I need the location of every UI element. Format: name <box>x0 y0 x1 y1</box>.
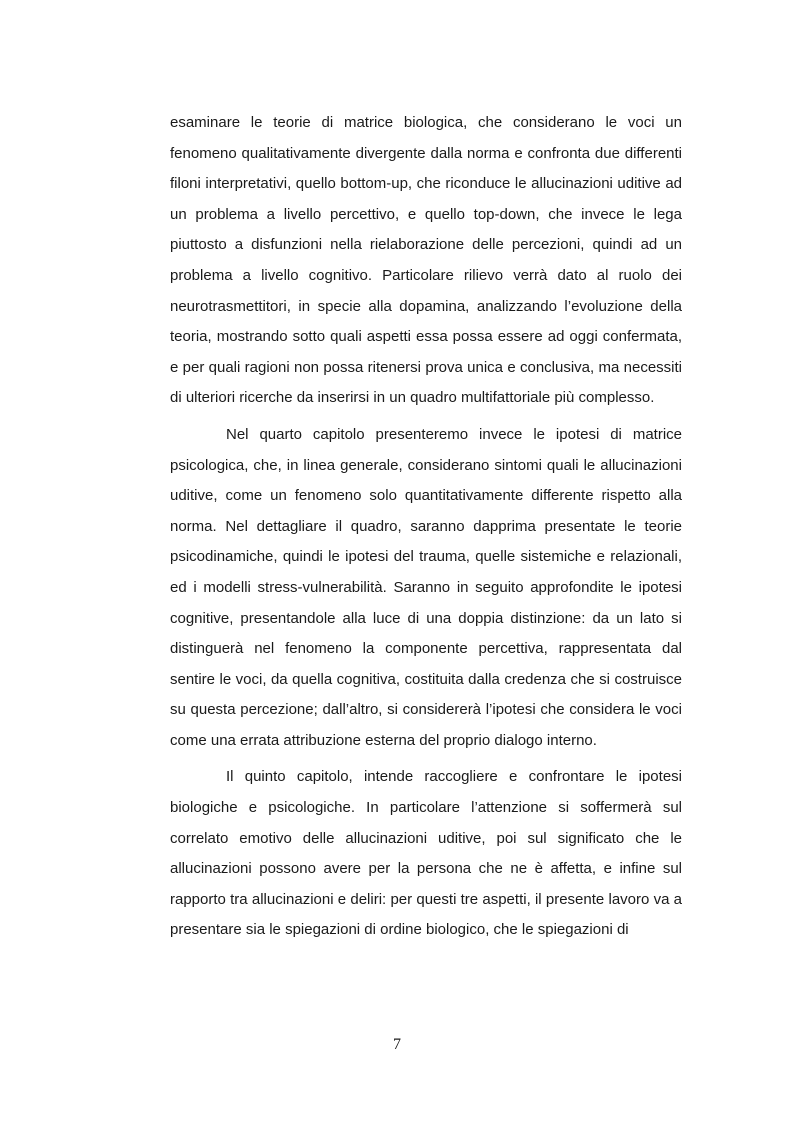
paragraph-continued: esaminare le teorie di matrice biologica, che considerano le voci un fenomeno qualitativamente divergente dalla norma e confronta due differenti filoni interpretativi, quello bottom-up, che riconduce le allucinazioni uditive ad un problema a livello percettivo, e quello top-down, che invece le lega piuttosto a disfunzioni nella rielaborazione delle percezioni, quindi ad un problema a livello cognitivo. Particolare rilievo verrà dato al ruolo dei neurotrasmettitori, in specie alla dopamina, analizzando l’evoluzione della teoria, mostrando sotto quali aspetti essa possa essere ad oggi confermata, e per quali ragioni non possa ritenersi prova unica e conclusiva, ma necessiti di ulteriori ricerche da inserirsi in un quadro multifattoriale più complesso. <box>170 114 682 407</box>
body-text <box>170 108 682 952</box>
page-number: 7 <box>393 1036 401 1053</box>
paragraph-quinto-capitolo: Il quinto capitolo, intende raccogliere e confrontare le ipotesi biologiche e psicologiche. In particolare l’attenzione si soffermerà sul correlato emotivo delle allucinazioni uditive, poi sul significato che le allucinazioni possono avere per la persona che ne è affetta, e infine sul rapporto tra allucinazioni e deliri: per questi tre aspetti, il presente lavoro va a presentare sia le spiegazioni di ordine biologico, che le spiegazioni di <box>170 768 682 939</box>
paragraph-quarto-capitolo: Nel quarto capitolo presenteremo invece le ipotesi di matrice psicologica, che, in linea generale, considerano sintomi quali le allucinazioni uditive, come un fenomeno solo quantitativamente differente rispetto alla norma. Nel dettagliare il quadro, saranno dapprima presentate le teorie psicodinamiche, quindi le ipotesi del trauma, quelle sistemiche e relazionali, ed i modelli stress-vulnerabilità. Saranno in seguito approfondite le ipotesi cognitive, presentandole alla luce di una doppia distinzione: da un lato si distinguerà nel fenomeno la componente percettiva, rappresentata dal sentire le voci, da quella cognitiva, costituita dalla credenza che si costruisce su questa percezione; dall’altro, si considererà l’ipotesi che considera le voci come una errata attribuzione esterna del proprio dialogo interno. <box>170 425 682 749</box>
